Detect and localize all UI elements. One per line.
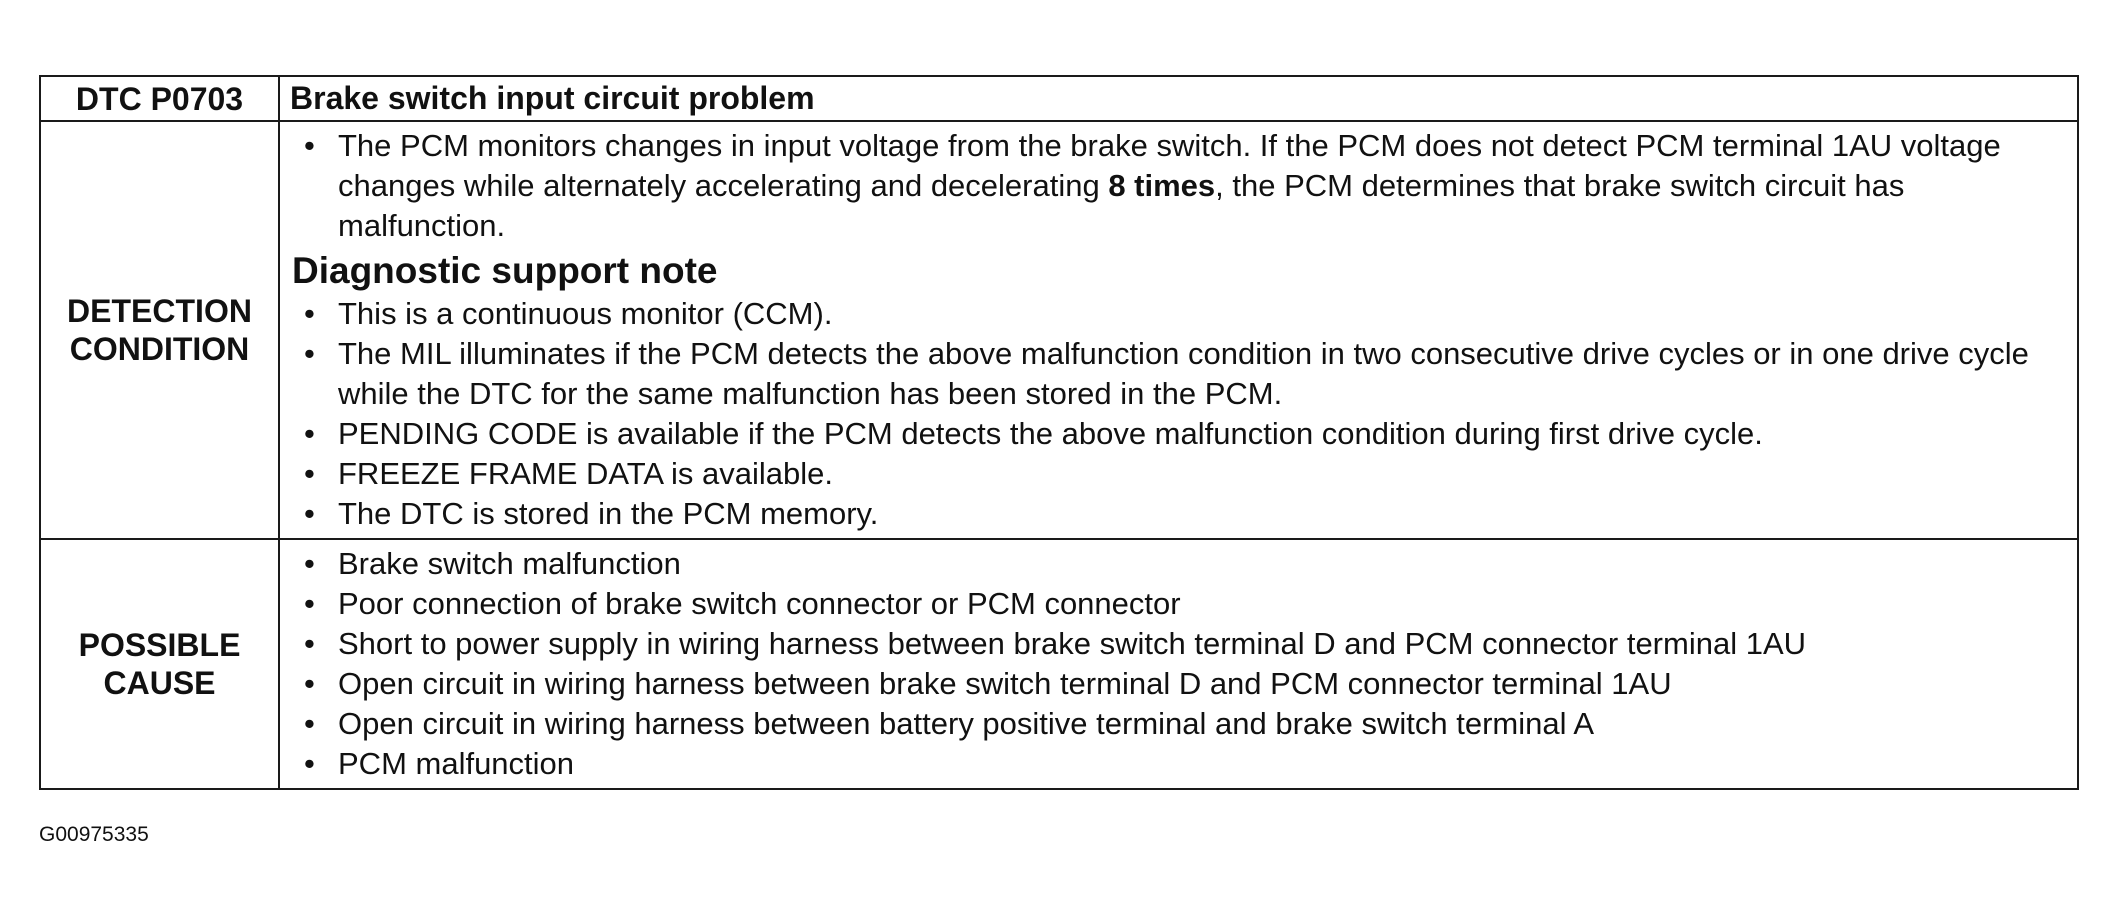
bullet-icon: • bbox=[304, 706, 315, 741]
bullet-icon: • bbox=[304, 666, 315, 701]
bullet-icon: • bbox=[304, 296, 315, 331]
list-item-text: PCM malfunction bbox=[338, 746, 575, 781]
possible-cause-list bbox=[292, 544, 2071, 784]
detection-label-line2: CONDITION bbox=[69, 331, 250, 367]
list-item bbox=[292, 664, 2071, 704]
list-item bbox=[292, 584, 2071, 624]
list-item bbox=[292, 624, 2071, 664]
list-item bbox=[292, 744, 2071, 784]
intro-text-bold: 8 times bbox=[1108, 168, 1216, 203]
dtc-table bbox=[39, 75, 2079, 790]
diagnostic-note-list bbox=[292, 294, 2071, 534]
cause-label-line2: CAUSE bbox=[103, 665, 216, 701]
bullet-icon: • bbox=[304, 456, 315, 491]
list-item bbox=[292, 334, 2071, 414]
list-item-text: Brake switch malfunction bbox=[338, 546, 681, 581]
possible-cause-row bbox=[40, 539, 2078, 789]
bullet-icon: • bbox=[304, 546, 315, 581]
list-item bbox=[292, 494, 2071, 534]
bullet-icon: • bbox=[304, 128, 315, 163]
list-item-text: Open circuit in wiring harness between brake switch terminal D and PCM connector terminal 1AU bbox=[338, 666, 1672, 701]
detection-condition-row bbox=[40, 121, 2078, 539]
list-item-text: The MIL illuminates if the PCM detects the above malfunction condition in two consecutive drive cycles or in one drive cycle while the DTC for the same malfunction has been stored in the PCM. bbox=[338, 336, 2029, 411]
possible-cause-content bbox=[279, 539, 2078, 789]
list-item-text: The DTC is stored in the PCM memory. bbox=[338, 496, 879, 531]
detection-label-line1: DETECTION bbox=[67, 293, 252, 329]
bullet-icon: • bbox=[304, 416, 315, 451]
list-item bbox=[292, 544, 2071, 584]
list-item-text: This is a continuous monitor (CCM). bbox=[338, 296, 833, 331]
list-item bbox=[292, 454, 2071, 494]
detection-condition-content bbox=[279, 121, 2078, 539]
bullet-icon: • bbox=[304, 336, 315, 371]
detection-condition-label bbox=[40, 121, 279, 539]
detection-intro-list bbox=[292, 126, 2071, 246]
list-item-text: Poor connection of brake switch connector or PCM connector bbox=[338, 586, 1181, 621]
list-item bbox=[292, 414, 2071, 454]
bullet-icon: • bbox=[304, 746, 315, 781]
intro-text-end: , the PCM determines that brake switch circuit has malfunction. bbox=[338, 168, 1905, 243]
intro-text-start: The PCM monitors changes in input voltage from the brake switch. If the PCM does not detect PCM terminal 1AU voltage changes while alternately accelerating and decelerating bbox=[338, 128, 2001, 203]
bullet-icon: • bbox=[304, 496, 315, 531]
figure-id: G00975335 bbox=[39, 823, 149, 846]
list-item-text: Open circuit in wiring harness between battery positive terminal and brake switch terminal A bbox=[338, 706, 1595, 741]
list-item bbox=[292, 704, 2071, 744]
list-item-text: Short to power supply in wiring harness between brake switch terminal D and PCM connector terminal 1AU bbox=[338, 626, 1807, 661]
possible-cause-label bbox=[40, 539, 279, 789]
header-row bbox=[40, 76, 2078, 121]
dtc-title: Brake switch input circuit problem bbox=[279, 76, 2078, 121]
cause-label-line1: POSSIBLE bbox=[78, 627, 241, 663]
diagnostic-note-heading: Diagnostic support note bbox=[292, 250, 718, 291]
bullet-icon: • bbox=[304, 586, 315, 621]
list-item bbox=[292, 126, 2071, 246]
dtc-code: DTC P0703 bbox=[40, 76, 279, 121]
list-item bbox=[292, 294, 2071, 334]
list-item-text: PENDING CODE is available if the PCM detects the above malfunction condition during first drive cycle. bbox=[338, 416, 1763, 451]
bullet-icon: • bbox=[304, 626, 315, 661]
list-item-text: FREEZE FRAME DATA is available. bbox=[338, 456, 833, 491]
